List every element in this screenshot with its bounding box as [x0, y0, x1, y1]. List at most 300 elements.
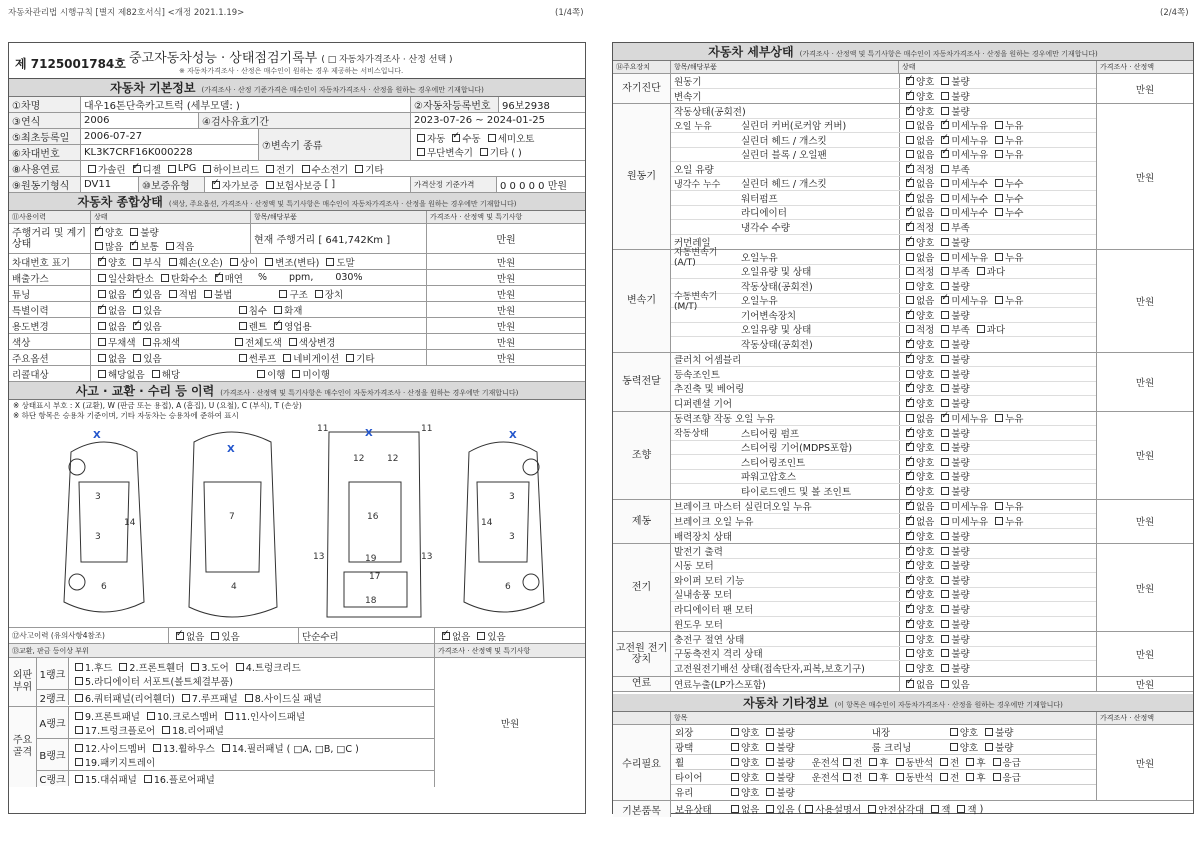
checkbox[interactable]	[75, 758, 83, 766]
detail-item-label: 충전구 절연 상태	[674, 634, 745, 646]
checkbox[interactable]	[235, 338, 243, 346]
price-mileage: 만원	[496, 235, 516, 246]
checkbox[interactable]	[266, 181, 274, 189]
other-repair: 수리필요 외장 양호 불량 내장 양호 불량 광택 양호 불량 룸 크리닝 양호 불량 휠 양호 불량 운전석 전 후 동반석 전 후 응급 타이어 양호 불량 운전석 전 후 동반석 전 후 응급 유리 양호 불량 만원	[613, 725, 1193, 801]
checkbox[interactable]	[225, 712, 233, 720]
checkbox-checked[interactable]	[906, 223, 914, 231]
checkbox[interactable]	[941, 472, 949, 480]
checkbox-checked[interactable]	[452, 134, 460, 142]
checkbox[interactable]	[977, 267, 985, 275]
checkbox[interactable]	[75, 744, 83, 752]
checkbox[interactable]	[98, 338, 106, 346]
checkbox-checked[interactable]	[130, 242, 138, 250]
checkbox[interactable]	[941, 267, 949, 275]
detail-row: 충전구 절연 상태 양호 불량	[671, 632, 1096, 647]
detail-row: 실내송풍 모터 ✓ 양호 불량	[671, 588, 1096, 603]
checkbox[interactable]	[130, 228, 138, 236]
checkbox[interactable]	[98, 290, 106, 298]
checkbox[interactable]	[203, 165, 211, 173]
checkbox[interactable]	[941, 223, 949, 231]
checkbox-checked[interactable]	[906, 194, 914, 202]
detail-row: 타이로드엔드 및 볼 조인트 ✓ 양호 불량	[671, 484, 1096, 499]
detail-item-label: 파워고압호스	[741, 472, 797, 484]
checkbox[interactable]	[169, 290, 177, 298]
checkbox[interactable]	[941, 179, 949, 187]
checkbox[interactable]	[98, 370, 106, 378]
checkbox-checked[interactable]	[906, 92, 914, 100]
checkbox[interactable]	[143, 338, 151, 346]
checkbox[interactable]	[941, 194, 949, 202]
detail-row: 파워고압호스 ✓ 양호 불량	[671, 470, 1096, 485]
checkbox-checked[interactable]	[906, 340, 914, 348]
checkbox-checked[interactable]	[941, 150, 949, 158]
label-base-price: 가격산정 기준가격	[411, 177, 497, 192]
checkbox[interactable]	[302, 165, 310, 173]
warranty-options: ✓ 자가보증 보험사보증 [ ]	[205, 177, 411, 192]
label-first-reg: ⑤최초등록일	[9, 129, 81, 144]
checkbox-checked[interactable]	[906, 443, 914, 451]
checkbox[interactable]	[869, 773, 877, 781]
checkbox[interactable]	[995, 121, 1003, 129]
checkbox[interactable]	[266, 165, 274, 173]
checkbox[interactable]	[868, 805, 876, 813]
checkbox[interactable]	[941, 487, 949, 495]
checkbox[interactable]	[993, 773, 1001, 781]
checkbox-checked[interactable]	[906, 399, 914, 407]
detail-row: 작동상태(공회전) ✓ 양호 불량	[671, 337, 1096, 352]
detail-group-label: 고전원 전기장치	[613, 632, 671, 676]
checkbox[interactable]	[896, 773, 904, 781]
row-vin-mark: 차대번호 표기 ✓ 양호 부식 훼손(오손) 상이 변조(변타) 도말 만원	[9, 254, 585, 270]
checkbox[interactable]	[477, 632, 485, 640]
checkbox[interactable]	[940, 773, 948, 781]
detail-item-label: 타이로드엔드 및 볼 조인트	[741, 487, 852, 499]
checkbox-checked[interactable]	[133, 322, 141, 330]
checkbox[interactable]	[133, 306, 141, 314]
row-recall: 리콜대상 해당없음 해당 이행 미이행	[9, 366, 585, 382]
checkbox-checked[interactable]	[906, 547, 914, 555]
checkbox-checked[interactable]	[906, 576, 914, 584]
checkbox[interactable]	[731, 758, 739, 766]
row-use-change: 용도변경 없음 ✓ 있음 렌트 ✓ 영업용 만원	[9, 318, 585, 334]
label-reg-no: ②자동차등록번호	[411, 97, 499, 112]
detail-item-label: 워터펌프	[741, 193, 778, 205]
checkbox[interactable]	[326, 258, 334, 266]
checkbox[interactable]	[995, 517, 1003, 525]
checkbox[interactable]	[274, 306, 282, 314]
checkbox[interactable]	[869, 758, 877, 766]
value-year: 2006	[81, 113, 199, 128]
checkbox[interactable]	[906, 370, 914, 378]
checkbox[interactable]	[995, 502, 1003, 510]
detail-row: 스티어링조인트 ✓ 양호 불량	[671, 455, 1096, 470]
checkbox-checked[interactable]	[906, 590, 914, 598]
checkbox[interactable]	[168, 165, 176, 173]
checkbox[interactable]	[239, 322, 247, 330]
checkbox[interactable]	[906, 664, 914, 672]
accident-legend: ※ 상태표시 부호 : X (교환), W (판금 또는 용접), A (흠집), U (요철), C (부식), T (손상) ※ 하단 항목은 승용차 기준이며, 기타 자동차는 승용차에 준하여 표시	[13, 401, 302, 420]
checkbox[interactable]	[957, 805, 965, 813]
checkbox[interactable]	[941, 590, 949, 598]
value-vin: KL3K7CRF16K000228	[84, 147, 193, 158]
checkbox[interactable]	[993, 758, 1001, 766]
checkbox[interactable]	[931, 805, 939, 813]
detail-row: 냉각수 수량 ✓ 적정 부족	[671, 220, 1096, 235]
checkbox[interactable]	[355, 165, 363, 173]
checkbox[interactable]	[906, 267, 914, 275]
checkbox[interactable]	[731, 728, 739, 736]
checkbox[interactable]	[417, 134, 425, 142]
checkbox-checked[interactable]	[941, 136, 949, 144]
checkbox[interactable]	[906, 136, 914, 144]
checkbox[interactable]	[906, 253, 914, 261]
checkbox-checked[interactable]	[906, 605, 914, 613]
detail-row: 브레이크 오일 누유 ✓ 없음 미세누유 누유	[671, 514, 1096, 529]
checkbox[interactable]	[941, 429, 949, 437]
detail-price: 만원	[1135, 172, 1155, 184]
checkbox-checked[interactable]	[906, 517, 914, 525]
detail-item-label: 원동기	[674, 76, 702, 88]
fuel-options: 가솔린 ✓ 디젤 LPG 하이브리드 전기 수소전기 기타	[81, 161, 585, 176]
checkbox[interactable]	[941, 208, 949, 216]
checkbox-checked[interactable]	[906, 165, 914, 173]
checkbox[interactable]	[153, 744, 161, 752]
detail-item-label: 실린더 블록 / 오일팬	[741, 150, 827, 162]
checkbox[interactable]	[731, 743, 739, 751]
detail-row: 오일유량 및 상태 적정 부족 과다	[671, 265, 1096, 280]
detail-item-label: 구동축전지 격리 상태	[674, 649, 763, 661]
detail-row: 작동상태(공회전) 양호 불량	[671, 279, 1096, 294]
checkbox-checked[interactable]	[906, 208, 914, 216]
checkbox[interactable]	[995, 296, 1003, 304]
row-emission: 배출가스 일산화탄소 탄화수소 ✓ 매연 % ppm, 030% 만원	[9, 270, 585, 286]
checkbox[interactable]	[766, 743, 774, 751]
checkbox[interactable]	[941, 399, 949, 407]
detail-row: 수동변속기 (M/T) 오일누유 없음 ✓ 미세누유 누유	[671, 294, 1096, 309]
checkbox[interactable]	[941, 253, 949, 261]
checkbox[interactable]	[985, 728, 993, 736]
checkbox-checked[interactable]	[176, 632, 184, 640]
checkbox[interactable]	[161, 274, 169, 282]
value-engine-type: DV11	[81, 177, 139, 192]
checkbox[interactable]	[152, 370, 160, 378]
detail-row: 디퍼렌셜 기어 ✓ 양호 불량	[671, 396, 1096, 411]
detail-row: 배력장치 상태 ✓ 양호 불량	[671, 529, 1096, 544]
checkbox[interactable]	[279, 290, 287, 298]
checkbox-checked[interactable]	[133, 290, 141, 298]
checkbox-checked[interactable]	[98, 258, 106, 266]
checkbox[interactable]	[236, 663, 244, 671]
detail-item-label: 실내송풍 모터	[674, 590, 733, 602]
detail-row: 클러치 어셈블리 ✓ 양호 불량	[671, 353, 1096, 368]
checkbox[interactable]	[941, 502, 949, 510]
detail-item-label: 동력조향 작동 오일 누유	[674, 414, 775, 426]
checkbox-checked[interactable]	[906, 107, 914, 115]
detail-row: 연료누출(LP가스포함) ✓ 없음 있음	[671, 677, 1096, 692]
checkbox[interactable]	[239, 354, 247, 362]
transmission-options: 자동 ✓ 수동 세미오토 무단변속기 기타 ( )	[411, 129, 585, 160]
value-car-name: 대우16톤단축카고트럭 (세부모델: )	[81, 97, 411, 112]
detail-row: 작동상태 스티어링 펌프 ✓ 양호 불량	[671, 426, 1096, 441]
checkbox[interactable]	[480, 148, 488, 156]
checkbox[interactable]	[941, 635, 949, 643]
checkbox[interactable]	[843, 758, 851, 766]
checkbox[interactable]	[995, 194, 1003, 202]
value-reg-no: 96보2938	[502, 101, 550, 112]
checkbox[interactable]	[941, 443, 949, 451]
detail-group-label: 자기진단	[613, 74, 671, 103]
detail-group-label: 전기	[613, 544, 671, 631]
detail-item-label: 실린더 헤드 / 개스킷	[741, 179, 827, 191]
detail-item-label: 배력장치 상태	[674, 531, 733, 543]
checkbox[interactable]	[977, 325, 985, 333]
checkbox[interactable]	[966, 758, 974, 766]
checkbox-checked[interactable]	[906, 238, 914, 246]
checkbox[interactable]	[941, 576, 949, 584]
checkbox[interactable]	[315, 290, 323, 298]
checkbox[interactable]	[941, 680, 949, 688]
checkbox[interactable]	[731, 805, 739, 813]
checkbox[interactable]	[766, 805, 774, 813]
detail-row: 등속조인트 양호 불량	[671, 367, 1096, 382]
doc-number: 제 7125001784호	[15, 57, 126, 71]
checkbox[interactable]	[289, 338, 297, 346]
checkbox[interactable]	[906, 325, 914, 333]
detail-row: 자동변속기 (A/T) 오일누유 없음 미세누유 누유	[671, 250, 1096, 265]
checkbox[interactable]	[766, 758, 774, 766]
checkbox[interactable]	[239, 306, 247, 314]
checkbox[interactable]	[843, 773, 851, 781]
detail-row: 워터펌프 ✓ 없음 미세누수 누수	[671, 191, 1096, 206]
label-mileage: 주행거리 및 계기상태	[9, 224, 91, 253]
checkbox-checked[interactable]	[906, 458, 914, 466]
checkbox[interactable]	[940, 758, 948, 766]
checkbox[interactable]	[941, 311, 949, 319]
detail-row: 스티어링 기어(MDPS포함) ✓ 양호 불량	[671, 441, 1096, 456]
exchange-head: ⑬교환, 판금 등이상 부위 가격조사 · 산정액 및 특기사항	[9, 644, 585, 658]
checkbox[interactable]	[162, 726, 170, 734]
left-page	[8, 42, 586, 814]
checkbox-checked[interactable]	[941, 296, 949, 304]
detail-item-label: 오일유량 및 상태	[741, 267, 812, 279]
detail-group-trans	[613, 250, 1193, 353]
checkbox[interactable]	[941, 532, 949, 540]
detail-group-fuel	[613, 677, 1193, 693]
checkbox-checked[interactable]	[906, 502, 914, 510]
checkbox-checked[interactable]	[906, 429, 914, 437]
checkbox-checked[interactable]	[941, 414, 949, 422]
checkbox[interactable]	[766, 773, 774, 781]
checkbox[interactable]	[906, 150, 914, 158]
detail-item-label: 스티어링조인트	[741, 457, 806, 469]
checkbox[interactable]	[88, 165, 96, 173]
checkbox[interactable]	[941, 77, 949, 85]
checkbox[interactable]	[75, 694, 83, 702]
other-basic-items: 기본품목 보유상태 없음 있음 ( 사용설명서 안전삼각대 잭 잭 )	[613, 801, 1193, 817]
detail-item-label: 등속조인트	[674, 369, 720, 381]
checkbox-checked[interactable]	[906, 532, 914, 540]
detail-item-label: 연료누출(LP가스포함)	[674, 679, 766, 691]
checkbox[interactable]	[941, 165, 949, 173]
checkbox[interactable]	[941, 458, 949, 466]
checkbox[interactable]	[941, 238, 949, 246]
detail-group-brake	[613, 500, 1193, 545]
checkbox[interactable]	[75, 775, 83, 783]
checkbox[interactable]	[941, 664, 949, 672]
row-mileage: 주행거리 및 계기상태 ✓ 양호 불량 많음 ✓ 보통 적음 현재 주행거리 [ 641,742Km ] 만원	[9, 224, 585, 254]
checkbox[interactable]	[75, 712, 83, 720]
checkbox[interactable]	[766, 788, 774, 796]
checkbox[interactable]	[75, 677, 83, 685]
checkbox[interactable]	[98, 274, 106, 282]
checkbox[interactable]	[906, 121, 914, 129]
detail-row: 실린더 헤드 / 개스킷 없음 ✓ 미세누유 누유	[671, 133, 1096, 148]
checkbox[interactable]	[133, 258, 141, 266]
overall-header: 자동차 종합상태 (색상, 주요옵션, 가격조사 · 산정액 및 특기사항은 매수인이 자동차가격조사 · 산정을 원하는 경우에만 기재합니다)	[9, 193, 585, 211]
checkbox[interactable]	[995, 179, 1003, 187]
exchange-mark: X	[93, 430, 101, 441]
checkbox[interactable]	[230, 258, 238, 266]
checkbox-checked[interactable]	[906, 487, 914, 495]
other-header: 자동차 기타정보 (이 항목은 매수인이 자동차가격조사 · 산정을 원하는 경우에만 기재합니다)	[613, 694, 1193, 712]
checkbox[interactable]	[906, 282, 914, 290]
detail-body	[613, 74, 1193, 692]
checkbox[interactable]	[896, 758, 904, 766]
checkbox[interactable]	[731, 788, 739, 796]
checkbox-checked[interactable]	[941, 121, 949, 129]
detail-item-label: 변속기	[674, 91, 702, 103]
detail-price: 만원	[1135, 296, 1155, 308]
detail-row: 구동축전지 격리 상태 양호 불량	[671, 647, 1096, 662]
checkbox[interactable]	[95, 242, 103, 250]
checkbox[interactable]	[941, 561, 949, 569]
checkbox-checked[interactable]	[906, 620, 914, 628]
value-first-reg: 2006-07-27	[84, 131, 143, 142]
checkbox[interactable]	[75, 726, 83, 734]
checkbox[interactable]	[950, 743, 958, 751]
checkbox[interactable]	[766, 728, 774, 736]
checkbox[interactable]	[182, 694, 190, 702]
checkbox-checked[interactable]	[906, 355, 914, 363]
checkbox[interactable]	[995, 136, 1003, 144]
other-price: 만원	[1135, 758, 1155, 770]
checkbox[interactable]	[488, 134, 496, 142]
checkbox[interactable]	[731, 773, 739, 781]
checkbox-checked[interactable]	[95, 228, 103, 236]
checkbox[interactable]	[98, 322, 106, 330]
checkbox[interactable]	[995, 253, 1003, 261]
checkbox-checked[interactable]	[133, 165, 141, 173]
checkbox[interactable]	[985, 743, 993, 751]
checkbox[interactable]	[941, 384, 949, 392]
checkbox[interactable]	[941, 355, 949, 363]
checkbox[interactable]	[805, 805, 813, 813]
checkbox[interactable]	[995, 414, 1003, 422]
checkbox[interactable]	[292, 370, 300, 378]
checkbox[interactable]	[966, 773, 974, 781]
checkbox[interactable]	[941, 547, 949, 555]
exchange-price: 만원	[500, 718, 520, 730]
detail-item-label: 오일누유	[741, 252, 778, 264]
checkbox[interactable]	[941, 370, 949, 378]
checkbox-checked[interactable]	[906, 680, 914, 688]
checkbox[interactable]	[941, 107, 949, 115]
checkbox[interactable]	[941, 282, 949, 290]
checkbox[interactable]	[950, 728, 958, 736]
checkbox[interactable]	[941, 92, 949, 100]
row-color: 색상 무채색 유채색 전체도색 색상변경 만원	[9, 334, 585, 350]
checkbox-checked[interactable]	[98, 306, 106, 314]
checkbox-checked[interactable]	[442, 632, 450, 640]
checkbox[interactable]	[283, 354, 291, 362]
basic-row-fuel	[9, 161, 585, 177]
row-tuning: 튜닝 없음 ✓ 있음 적법 불법 구조 장치 만원	[9, 286, 585, 302]
checkbox[interactable]	[166, 242, 174, 250]
checkbox-checked[interactable]	[215, 274, 223, 282]
checkbox[interactable]	[941, 605, 949, 613]
checkbox[interactable]	[941, 340, 949, 348]
basic-row-engine	[9, 177, 585, 193]
checkbox-checked[interactable]	[906, 311, 914, 319]
checkbox[interactable]	[119, 663, 127, 671]
page-number-right: (2/4쪽)	[1160, 8, 1189, 18]
checkbox[interactable]	[147, 712, 155, 720]
checkbox[interactable]	[941, 325, 949, 333]
checkbox[interactable]	[995, 208, 1003, 216]
checkbox[interactable]	[265, 258, 273, 266]
label-engine-type: ⑨원동기형식	[9, 177, 81, 192]
checkbox-checked[interactable]	[906, 384, 914, 392]
checkbox[interactable]	[169, 258, 177, 266]
detail-table-head: ⑭주요장치 항목/해당부품 상태 가격조사 · 산정액	[613, 61, 1193, 74]
checkbox[interactable]	[995, 150, 1003, 158]
detail-row: 기어변속장치 ✓ 양호 불량	[671, 308, 1096, 323]
checkbox[interactable]	[906, 649, 914, 657]
checkbox-checked[interactable]	[906, 77, 914, 85]
detail-row: 작동상태(공회전) ✓ 양호 불량	[671, 104, 1096, 119]
detail-item-label: 오일 유량	[674, 164, 714, 176]
checkbox[interactable]	[417, 148, 425, 156]
checkbox[interactable]	[133, 354, 141, 362]
basic-row-3	[9, 129, 585, 161]
checkbox[interactable]	[204, 290, 212, 298]
checkbox[interactable]	[941, 620, 949, 628]
checkbox[interactable]	[222, 744, 230, 752]
checkbox[interactable]	[144, 775, 152, 783]
row-special-history: 특별이력 ✓ 없음 있음 침수 화재 만원	[9, 302, 585, 318]
checkbox-checked[interactable]	[906, 472, 914, 480]
checkbox[interactable]	[98, 354, 106, 362]
checkbox[interactable]	[191, 663, 199, 671]
checkbox-checked[interactable]	[274, 322, 282, 330]
detail-group-power	[613, 353, 1193, 412]
detail-row: 와이퍼 모터 기능 ✓ 양호 불량	[671, 573, 1096, 588]
checkbox[interactable]	[906, 414, 914, 422]
checkbox[interactable]	[941, 517, 949, 525]
checkbox-checked[interactable]	[906, 179, 914, 187]
checkbox[interactable]	[346, 354, 354, 362]
checkbox-checked[interactable]	[906, 561, 914, 569]
checkbox[interactable]	[75, 663, 83, 671]
exchange-mark: X	[227, 444, 235, 455]
checkbox-checked[interactable]	[212, 181, 220, 189]
checkbox[interactable]	[906, 296, 914, 304]
checkbox[interactable]	[211, 632, 219, 640]
checkbox[interactable]	[257, 370, 265, 378]
checkbox[interactable]	[906, 635, 914, 643]
checkbox[interactable]	[245, 694, 253, 702]
checkbox[interactable]	[941, 649, 949, 657]
